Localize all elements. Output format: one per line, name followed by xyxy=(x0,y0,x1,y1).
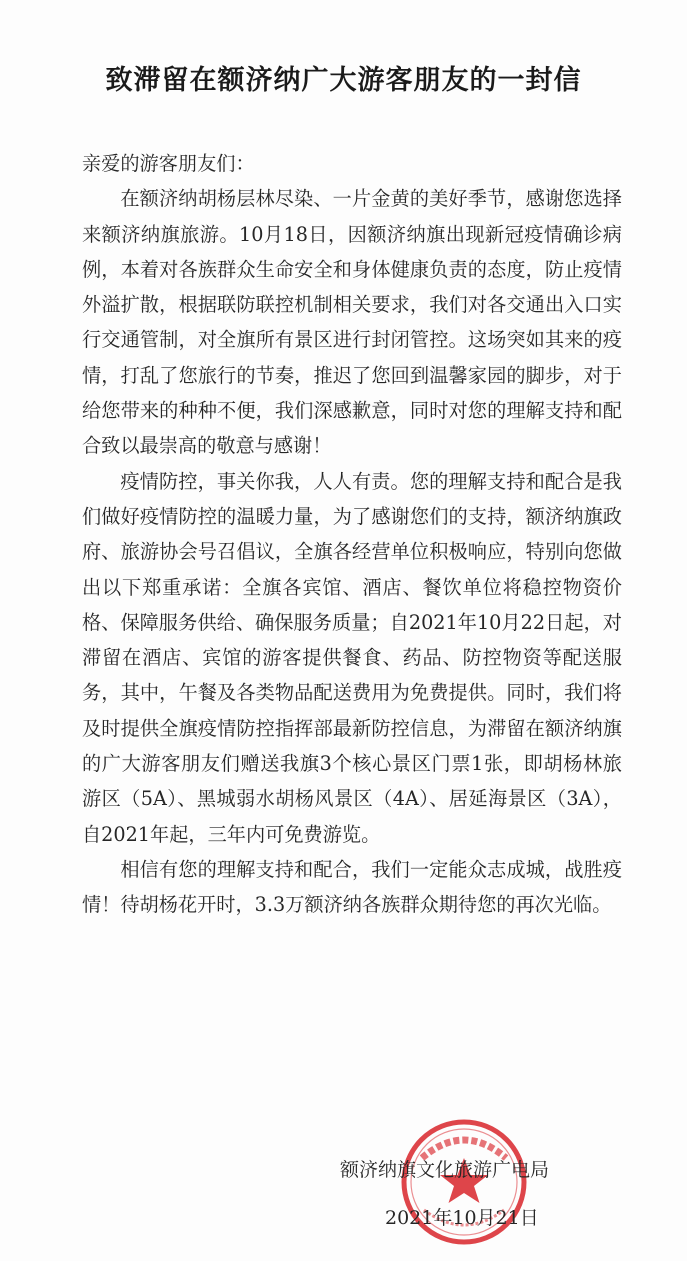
letter-body xyxy=(82,146,622,923)
letter-paragraph-2: 疫情防控，事关你我，人人有责。您的理解支持和配合是我们做好疫情防控的温暖力量，为了感谢您们的支持，额济纳旗政府、旅游协会号召倡议，全旗各经营单位积极响应，特别向您做出以下郑重承诺：全旗各宾馆、酒店、餐饮单位将稳控物资价格、保障服务供给、确保服务质量；自2021年10月22日起，对滞留在酒店、宾馆的游客提供餐食、药品、防控物资等配送服务，其中，午餐及各类物品配送费用为免费提供。同时，我们将及时提供全旗疫情防控指挥部最新防控信息，为滞留在额济纳旗的广大游客朋友们赠送我旗3个核心景区门票1张，即胡杨林旅游区（5A）、黑城弱水胡杨风景区（4A）、居延海景区（3A），自2021年起，三年内可免费游览。 xyxy=(82,469,622,846)
letter-paragraph-1: 在额济纳胡杨层林尽染、一片金黄的美好季节，感谢您选择来额济纳旗旅游。10月18日，因额济纳旗出现新冠疫情确诊病例，本着对各族群众生命安全和身体健康负责的态度，防止疫情外溢扩散，根据联防联控机制相关要求，我们对各交通出入口实行交通管制，对全旗所有景区进行封闭管控。这场突如其来的疫情，打乱了您旅行的节奏，推迟了您回到温馨家园的脚步，对于给您带来的种种不便，我们深感歉意，同时对您的理解支持和配合致以最崇高的敬意与感谢！ xyxy=(82,187,622,458)
letter-paragraph-3: 相信有您的理解支持和配合，我们一定能众志成城，战胜疫情！待胡杨花开时，3.3万额济纳各族群众期待您的再次光临。 xyxy=(82,857,622,917)
letter-page: 致滞留在额济纳广大游客朋友的一封信 亲爱的游客朋友们： 在额济纳胡杨层林尽染、一片金黄的美好季节，感谢您选择来额济纳旗旅游。10月18日，因额济纳旗出现新冠疫情确诊病例，本着对各族群众生命安全和身体健康负责的态度，防止疫情外溢扩散，根据联防联控机制相关要求，我们对各交通出入口实行交通管制，对全旗所有景区进行封闭管控。这场突如其来的疫情，打乱了您旅行的节奏，推迟了您回到温馨家园的脚步，对于给您带来的种种不便，我们深感歉意，同时对您的理解支持和配合致以最崇高的敬意与感谢！ 疫情防控，事关你我，人人有责。您的理解支持和配合是我们做好疫情防控的温暖力量，为了感谢您们的支持，额济纳旗政府、旅游协会号召倡议，全旗各经营单位积极响应，特别向您做出以下郑重承诺：全旗各宾馆、酒店、餐饮单位将稳控物资价格、保障服务供给、确保服务质量；自2021年10月22日起，对滞留在酒店、宾馆的游客提供餐食、药品、防控物资等配送服务，其中，午餐及各类物品配送费用为免费提供。同时，我们将及时提供全旗疫情防控指挥部最新防控信息，为滞留在额济纳旗的广大游客朋友们赠送我旗3个核心景区门票1张，即胡杨林旅游区（5A）、黑城弱水胡杨风景区（4A）、居延海景区（3A），自2021年起，三年内可免费游览。 相信有您的理解支持和配合，我们一定能众志成城，战胜疫情！待胡杨花开时，3.3万额济纳各族群众期待您的再次光临。 额济纳旗文化旅游广电局 2021年10月21日 xyxy=(0,0,687,1261)
letter-title: 致滞留在额济纳广大游客朋友的一封信 xyxy=(105,65,582,96)
letter-greeting: 亲爱的游客朋友们： xyxy=(82,152,255,175)
